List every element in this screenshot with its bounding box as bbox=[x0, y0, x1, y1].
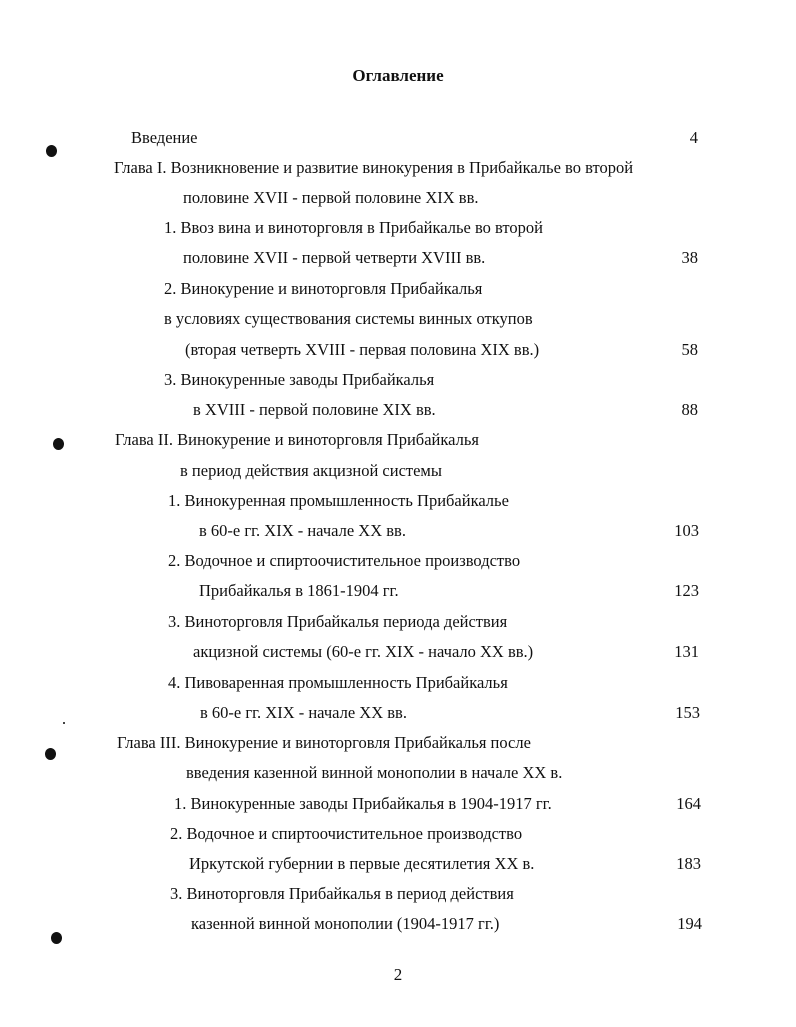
toc-line: 2. Винокурение и виноторговля Прибайкалья bbox=[164, 279, 483, 298]
margin-dot bbox=[46, 145, 57, 157]
toc-page: 4 bbox=[689, 128, 698, 147]
toc-page: 58 bbox=[681, 340, 698, 359]
toc-page: 103 bbox=[674, 521, 699, 540]
toc-line: 1. Ввоз вина и виноторговля в Прибайкалье во второй bbox=[164, 218, 543, 237]
toc-line: введения казенной винной монополии в начале XX в. bbox=[186, 763, 563, 782]
toc-line: в 60-е гг. XIX - начале XX вв. bbox=[200, 703, 407, 722]
toc-line: половине XVII - первой половине XIX вв. bbox=[183, 188, 479, 207]
toc-line: Глава II. Винокурение и виноторговля Прибайкалья bbox=[115, 430, 479, 449]
toc-line: акцизной системы (60-е гг. XIX - начало XX вв.) bbox=[193, 642, 534, 661]
toc-line: 4. Пивоваренная промышленность Прибайкалья bbox=[168, 673, 508, 692]
toc-line: 3. Виноторговля Прибайкалья периода действия bbox=[168, 612, 508, 631]
toc-line: 2. Водочное и спиртоочистительное производство bbox=[170, 824, 523, 843]
toc-line: 3. Виноторговля Прибайкалья в период действия bbox=[170, 884, 514, 903]
toc-page: 123 bbox=[674, 581, 699, 600]
toc-line: Введение bbox=[131, 128, 198, 147]
toc-line: казенной винной монополии (1904-1917 гг.) bbox=[191, 914, 500, 933]
toc-line: 1. Винокуренная промышленность Прибайкалье bbox=[168, 491, 509, 510]
toc-page: 164 bbox=[676, 794, 701, 813]
toc-line: (вторая четверть XVIII - первая половина XIX вв.) bbox=[185, 340, 540, 359]
toc-line: в 60-е гг. XIX - начале XX вв. bbox=[199, 521, 406, 540]
page-title: Оглавление bbox=[352, 66, 444, 85]
toc-page: 153 bbox=[675, 703, 700, 722]
toc-page: 194 bbox=[677, 914, 702, 933]
toc-line: в условиях существования системы винных откупов bbox=[164, 309, 533, 328]
toc-page: 38 bbox=[681, 248, 698, 267]
page-number: 2 bbox=[393, 965, 403, 984]
margin-dot bbox=[45, 748, 56, 760]
toc-line: 3. Винокуренные заводы Прибайкалья bbox=[164, 370, 435, 389]
toc-line: в XVIII - первой половине XIX вв. bbox=[193, 400, 436, 419]
toc-line: Иркутской губернии в первые десятилетия XX в. bbox=[189, 854, 535, 873]
toc-page: 88 bbox=[681, 400, 698, 419]
toc-page: 183 bbox=[676, 854, 701, 873]
toc-line: Глава I. Возникновение и развитие винокурения в Прибайкалье во второй bbox=[114, 158, 634, 177]
toc-page: 131 bbox=[674, 642, 699, 661]
toc-line: 2. Водочное и спиртоочистительное производство bbox=[168, 551, 521, 570]
margin-dot bbox=[51, 932, 62, 944]
toc-line: Прибайкалья в 1861-1904 гг. bbox=[199, 581, 399, 600]
toc-line: в период действия акцизной системы bbox=[180, 461, 442, 480]
toc-line: половине XVII - первой четверти XVIII вв. bbox=[183, 248, 486, 267]
toc-line: Глава III. Винокурение и виноторговля Прибайкалья после bbox=[117, 733, 531, 752]
scan-speck bbox=[63, 722, 65, 724]
margin-dot bbox=[53, 438, 64, 450]
toc-line: 1. Винокуренные заводы Прибайкалья в 1904-1917 гг. bbox=[174, 794, 552, 813]
